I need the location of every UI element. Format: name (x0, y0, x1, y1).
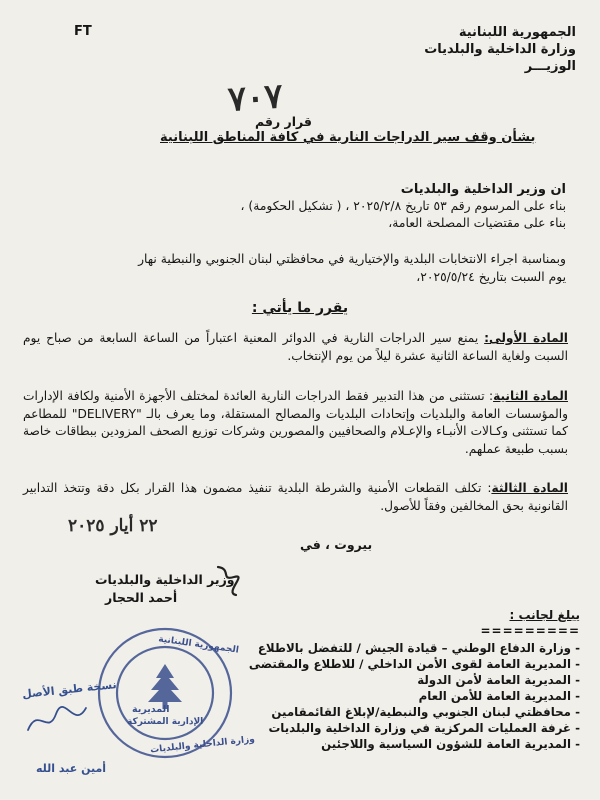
minister-intro: ان وزير الداخلية والبلديات (400, 182, 566, 197)
certified-copy-note: نسخة طبق الأصل (21, 678, 118, 701)
cedar-icon (148, 664, 182, 709)
distribution-separator: ========= (480, 624, 580, 638)
distribution-item: - وزارة الدفاع الوطني – قيادة الجيش / للتفضل بالاطلاع (257, 641, 580, 655)
distribution-item: - محافظتي لبنان الجنوبي والنبطية/لإبلاغ القائمقامين (271, 705, 580, 719)
article-2 (23, 388, 568, 458)
letterhead-republic: الجمهورية اللبنانية (458, 25, 576, 40)
distribution-item: - المديرية العامة للأمن العام (418, 689, 580, 703)
decides-heading: يقرر ما يأتي : (251, 300, 349, 316)
article-1 (23, 330, 568, 365)
article-1-label: المادة الأولى: (484, 331, 568, 345)
article-2-text: : تستثنى من هذا التدبير فقط الدراجات النارية العائدة لمختلف الأجهزة الأمنية ولكافة الإدارات والمؤسسات العامة والبلديات وإتحادات البلديات والمصالح المستقلة، وما يعرف بالـ "DELIVERY" للمطاعم كما تستثنى وكـالات الأنبـاء والإعـلام والصحافيين والمصورين وشركات توزيع الصحف المزودين ببطاقات خاصة بسبب طبيعة عملهم. (23, 389, 568, 456)
decision-title: بشأن وقف سير الدراجات النارية في كافة المناطق اللبنانية (160, 130, 536, 145)
letterhead-ministry: وزارة الداخلية والبلديات (424, 42, 576, 57)
distribution-item: - المديرية العامة لقوى الأمن الداخلي / للاطلاع والمقتضى (248, 657, 580, 671)
distribution-item: - المديرية العامة لأمن الدولة (417, 673, 580, 687)
ft-mark: FT (74, 24, 92, 39)
stamp-top-text: الجمهورية اللبنانية (157, 634, 240, 656)
stamp-bottom-text: وزارة الداخلية والبلديات (149, 734, 256, 756)
article-3-label: المادة الثالثة (491, 481, 568, 495)
signatory-name: أحمد الحجار (105, 590, 178, 605)
article-1-text: يمنع سير الدراجات النارية في الدوائر المعنية اعتباراً من الساعة السابعة من صباح يوم السبت ولغاية الساعة الثانية عشرة ليلاً من يوم الإنتخاب. (23, 331, 568, 363)
article-2-label: المادة الثانية (493, 389, 568, 403)
certifier-signature (22, 700, 92, 740)
place-line: بيروت ، في (300, 537, 373, 552)
preamble-elections: وبمناسبة اجراء الانتخابات البلدية والإختيارية في محافظتي لبنان الجنوبي والنبطية نهار (138, 252, 566, 266)
signatory-title: وزير الداخلية والبلديات (95, 572, 235, 587)
preamble-date: يوم السبت بتاريخ ٢٠٢٥/٥/٢٤، (416, 270, 566, 284)
stamp-center-line2: الإدارية المشتركة (127, 717, 204, 727)
article-3 (23, 480, 568, 515)
distribution-item: - غرفة العمليات المركزية في وزارة الداخلية والبلديات (268, 721, 580, 735)
letterhead (424, 24, 576, 75)
letterhead-minister: الوزيـــر (524, 59, 576, 74)
preamble-decree: بناء على المرسوم رقم ٥٣ تاريخ ٢٠٢٥/٢/٨ ، ( تشكيل الحكومة) ، (240, 199, 566, 213)
handwritten-date: ٢٢ أيار ٢٠٢٥ (68, 516, 158, 536)
distribution-heading: يبلغ لجانب : (509, 608, 580, 622)
distribution-item: - المديرية العامة للشؤون السياسية واللاجئين (321, 737, 580, 751)
certifier-name: أمين عبد الله (36, 762, 107, 775)
decision-label: قرار رقم (255, 114, 312, 129)
distribution-list (249, 640, 580, 752)
stamp-center-line1: المديرية (132, 704, 170, 715)
preamble-public-interest: بناء على مقتضيات المصلحة العامة، (388, 216, 566, 230)
article-3-text: : تكلف القطعات الأمنية والشرطة البلدية تنفيذ مضمون هذا القرار بكل دقة وتتخذ التدابير القانونية بحق المخالفين وفقاً للأصول. (23, 481, 568, 513)
handwritten-decision-number: ٧٠٧ (226, 76, 285, 120)
signature-scrawl (214, 563, 240, 599)
